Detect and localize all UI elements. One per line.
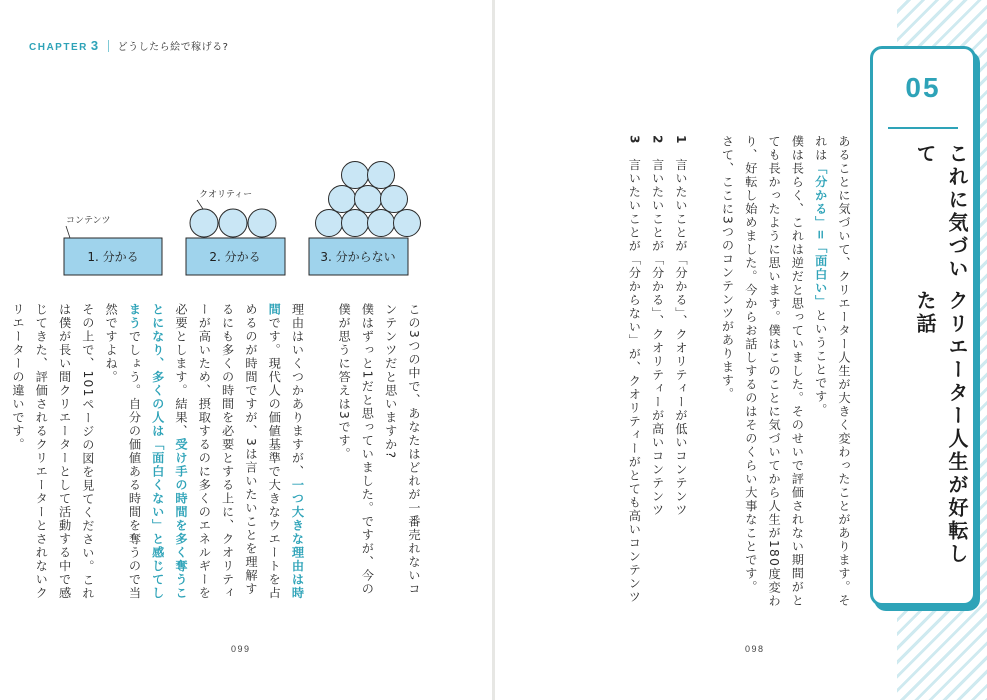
chapter-title: どうしたら絵で稼げる? — [117, 42, 229, 53]
text-run: でしょう。自分の価値ある時間を奪うので当然ですよね。 — [104, 303, 142, 600]
right-body-text — [595, 135, 855, 610]
list-text: 言いたいことが「分からない」が、クオリティーがとても高いコンテンツ — [627, 158, 642, 604]
text-run: ということです。 — [813, 308, 828, 417]
quality-ball — [329, 186, 356, 213]
list-number: 1 — [673, 135, 688, 145]
box-label-3: 3. 分からない — [320, 250, 396, 264]
list-text: 言いたいことが「分かる」、クオリティーが低いコンテンツ — [673, 158, 688, 517]
paragraph: さて、ここに3つのコンテンツがあります。 — [720, 135, 735, 401]
chapter-number: 3 — [90, 38, 100, 53]
highlight-text: 一つ大きな理由は時間 — [267, 303, 305, 600]
contents-leader-line — [66, 226, 70, 238]
diagram-svg — [55, 176, 425, 286]
page-number-left: 099 — [231, 644, 251, 654]
quality-ball — [355, 186, 382, 213]
text-run: あることに気づいて、クリエーター人生が大きく変わったことがあります。それは — [813, 135, 851, 608]
box-label-2: 2. 分かる — [209, 250, 261, 264]
paragraph — [808, 135, 855, 610]
paragraph — [99, 303, 309, 603]
section-title-card — [870, 46, 976, 606]
chapter-label — [29, 38, 100, 53]
quality-ball — [368, 162, 395, 189]
quality-ball — [342, 162, 369, 189]
list-item — [669, 135, 692, 610]
left-body-text — [10, 303, 425, 603]
quality-ball — [381, 186, 408, 213]
list-text: 言いたいことが「分かる」、クオリティーが高いコンテンツ — [650, 158, 665, 517]
quality-ball — [190, 209, 218, 237]
label-contents: コンテンツ — [66, 216, 111, 226]
running-header — [29, 38, 228, 53]
list-number: 3 — [627, 135, 642, 145]
text-run: です。現代人の価値基準で大きなウエートを占めるのが時間ですが、3は言いたいことを理解するにも多くの時間を必要とする上に、クオリティーが高いため、摂取するのに多くのエネルギーを必要とします。結果、 — [174, 303, 282, 600]
title-divider — [888, 127, 958, 129]
quality-ball — [342, 210, 369, 237]
quality-ball — [368, 210, 395, 237]
highlight-text: 受け手の時間を多く奪うことになり、多くの人は「面白くない」と感じてしまう — [127, 303, 189, 600]
quality-ball — [316, 210, 343, 237]
list-item — [645, 135, 668, 610]
right-page — [495, 0, 987, 700]
paragraph: その上で、101ページの図を見てください。これは僕が長い間クリエーターとして活動する中で感じてきた、評価されるクリエーターとされないクリエーターの違いです。 — [10, 303, 95, 601]
quality-ball — [248, 209, 276, 237]
section-title-line-1: これに気づいて — [913, 143, 969, 281]
paragraph: 僕はずっと1だと思っていました。ですが、今の僕が思うに答えは3です。 — [337, 303, 375, 596]
quality-leader-line — [197, 200, 203, 209]
paragraph: 僕は長らく、これは逆だと思っていました。そのせいで評価されない期間がとても長かったように思います。僕はこのことに気づいてから人生が180度変わり、好転し始めました。今からお話しするのはそのくらい大事なことです。 — [743, 135, 805, 608]
quality-ball — [219, 209, 247, 237]
section-title-line-2: クリエーター人生が好転した話 — [913, 289, 969, 566]
text-run: 理由はいくつかありますが、 — [290, 303, 305, 479]
section-number: 05 — [905, 72, 941, 103]
list-item — [622, 135, 645, 610]
contents-diagram — [55, 176, 425, 286]
header-divider — [108, 40, 109, 52]
section-title — [873, 143, 973, 583]
quality-ball — [394, 210, 421, 237]
paragraph: この3つの中で、あなたはどれが一番売れないコンテンツだと思いますか? — [383, 303, 421, 596]
chapter-label-text: CHAPTER — [29, 42, 88, 53]
label-quality: クオリティー — [199, 190, 253, 200]
page-number-right: 098 — [745, 644, 765, 654]
box-label-1: 1. 分かる — [87, 250, 139, 264]
highlight-text: 「分かる」=「面白い」 — [813, 162, 828, 309]
left-page — [0, 0, 492, 700]
list-number: 2 — [650, 135, 665, 145]
